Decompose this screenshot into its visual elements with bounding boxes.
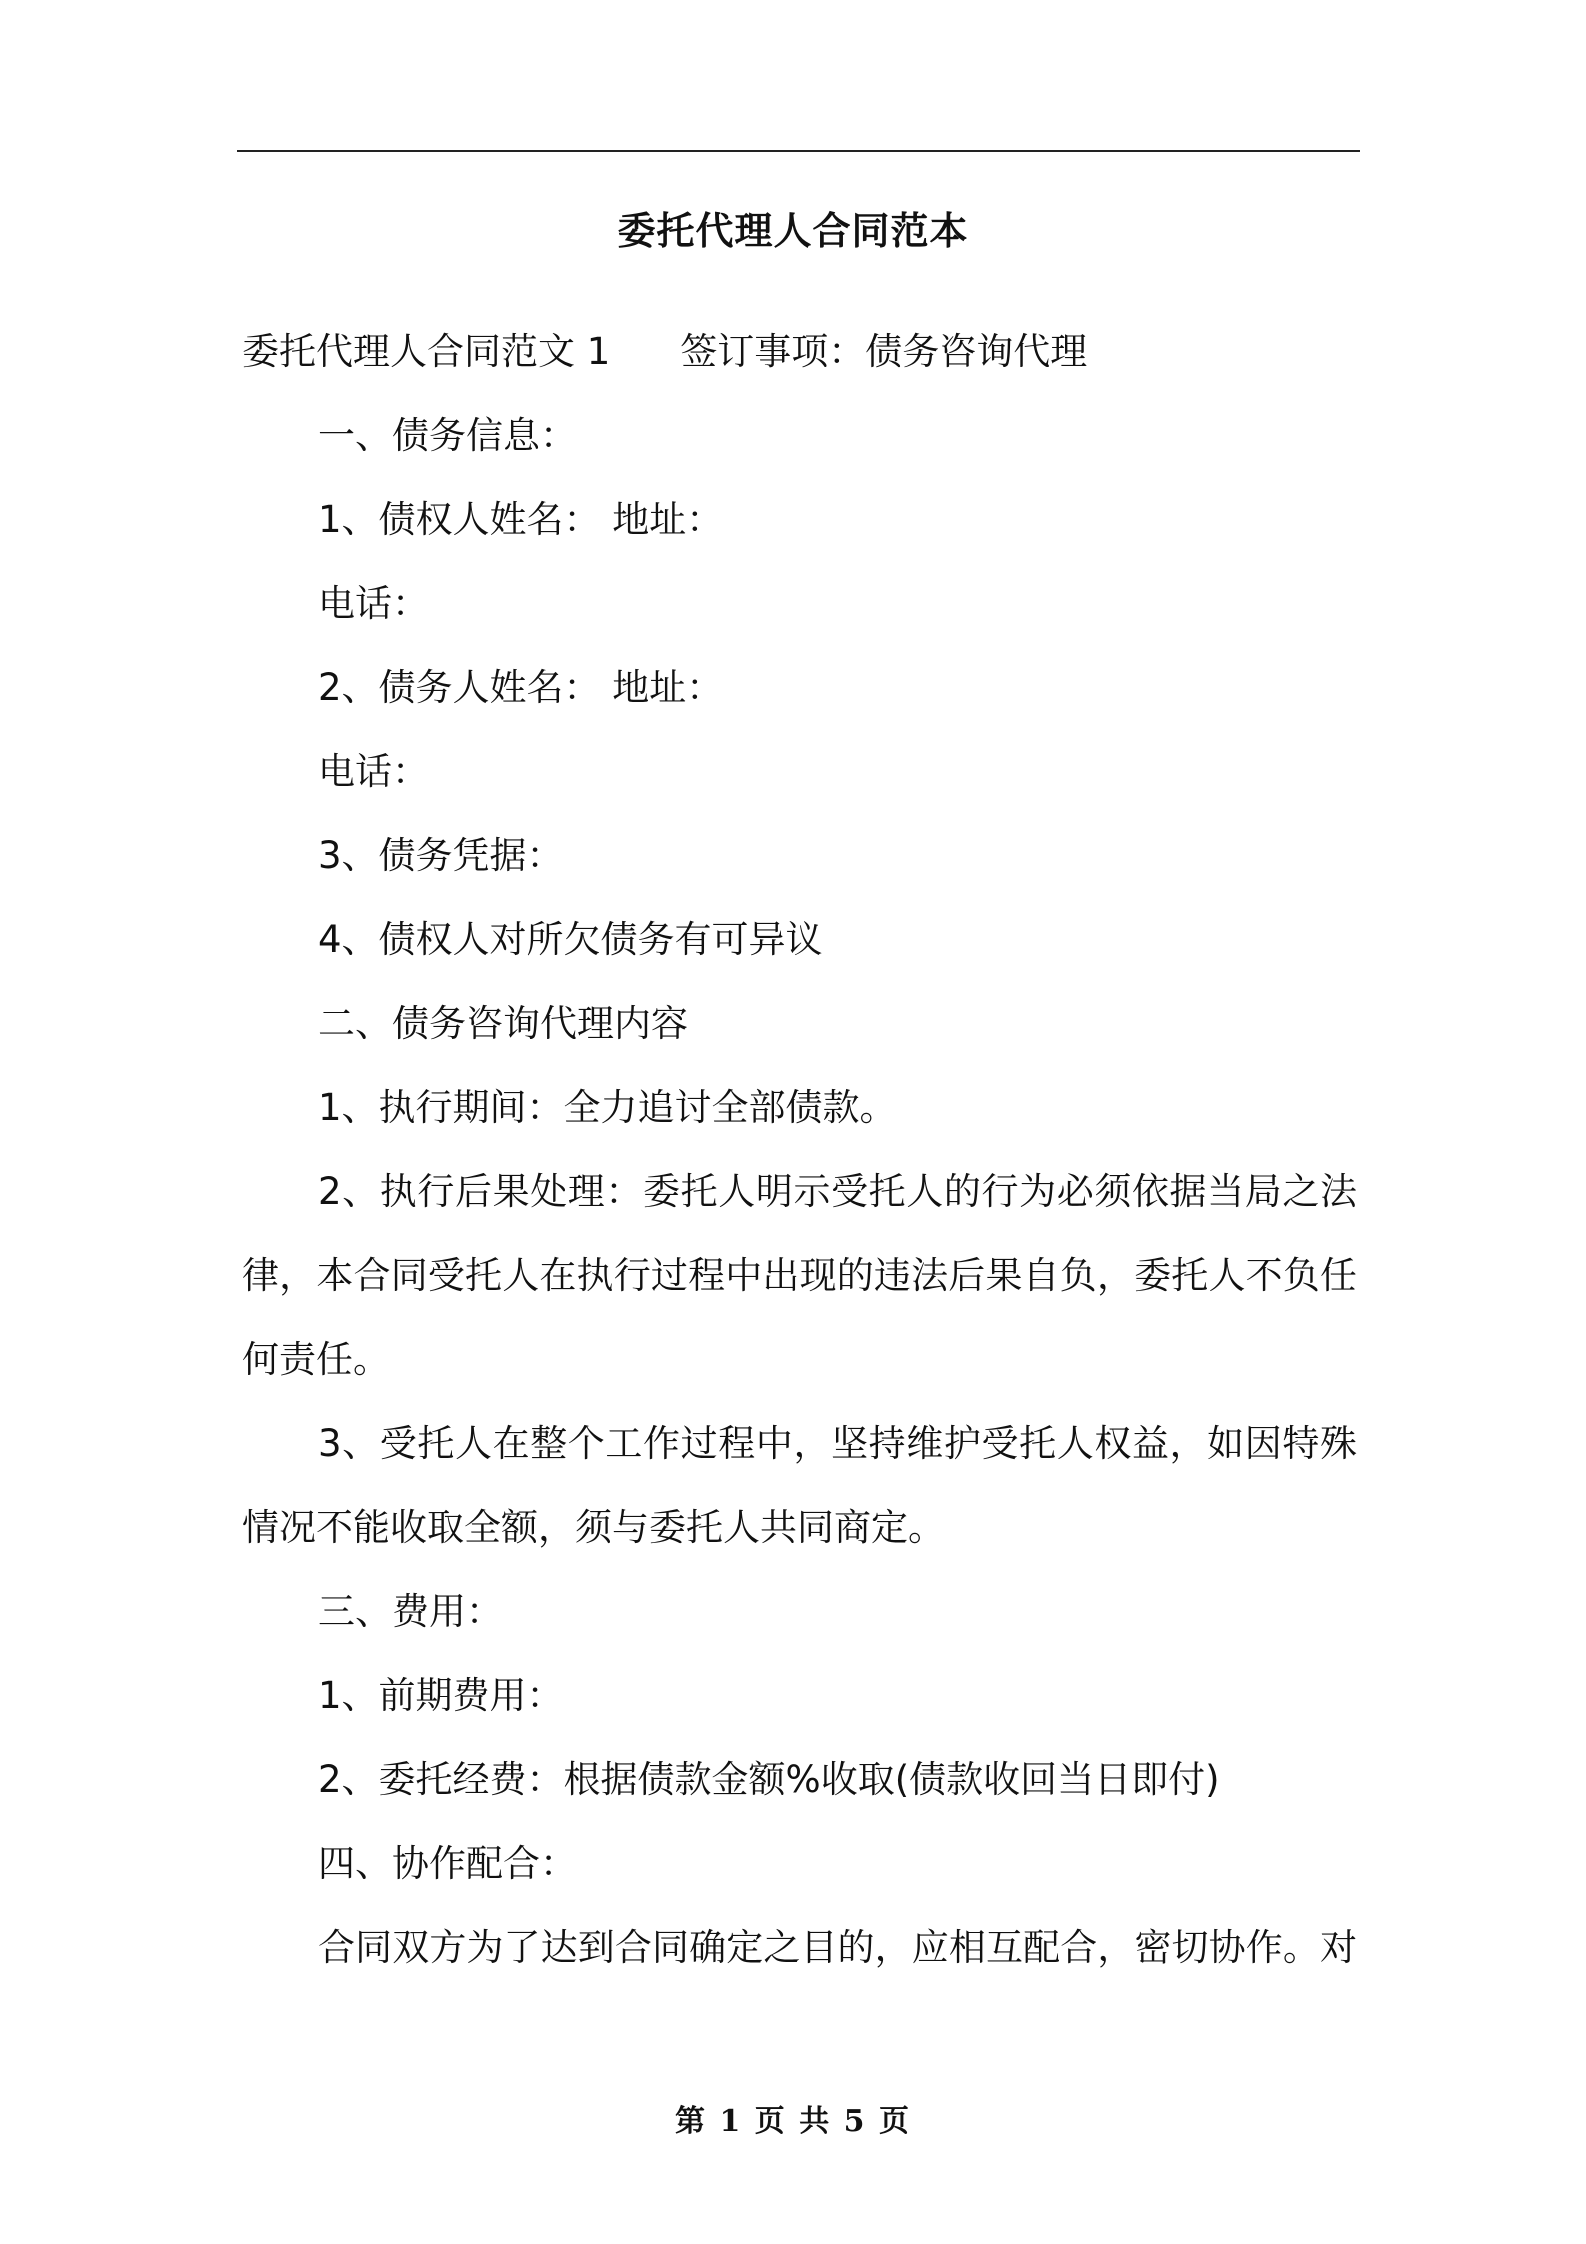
consequence-paragraph-line-3: 何责任。 <box>242 1338 390 1381</box>
commission-fee-line: 2、委托经费：根据债款金额%收取(债款收回当日即付) <box>318 1758 1220 1801</box>
intro-subject: 签订事项：债务咨询代理 <box>680 330 1088 373</box>
debtor-phone-line: 电话： <box>318 750 429 793</box>
intro-line <box>242 310 1357 394</box>
document-title: 委托代理人合同范本 <box>617 209 969 253</box>
creditor-objection-line: 4、债权人对所欠债务有可异议 <box>318 918 823 961</box>
document-body <box>242 310 1357 1990</box>
execution-period-line: 1、执行期间：全力追讨全部债款。 <box>318 1086 897 1129</box>
section-heading-cooperation: 四、协作配合： <box>318 1842 577 1885</box>
debtor-name-line: 2、债务人姓名： 地址： <box>318 666 724 709</box>
intro-title: 委托代理人合同范文 1 <box>242 330 611 373</box>
creditor-name-line: 1、债权人姓名： 地址： <box>318 498 724 541</box>
section-heading-fees: 三、费用： <box>318 1590 503 1633</box>
page-number-footer: 第 1 页 共 5 页 <box>675 2104 911 2139</box>
cooperation-paragraph-line-1: 合同双方为了达到合同确定之目的，应相互配合，密切协作。对 <box>318 1926 1357 1969</box>
creditor-phone-line: 电话： <box>318 582 429 625</box>
header-rule <box>237 150 1360 152</box>
consequence-paragraph-line-2: 律，本合同受托人在执行过程中出现的违法后果自负，委托人不负任 <box>242 1254 1357 1297</box>
consequence-paragraph-line-1: 2、执行后果处理：委托人明示受托人的行为必须依据当局之法 <box>318 1170 1357 1213</box>
section-heading-debt-info: 一、债务信息： <box>318 414 577 457</box>
section-heading-agency-content: 二、债务咨询代理内容 <box>318 1002 688 1045</box>
upfront-fee-line: 1、前期费用： <box>318 1674 564 1717</box>
debt-evidence-line: 3、债务凭据： <box>318 834 564 877</box>
rights-paragraph-line-1: 3、受托人在整个工作过程中，坚持维护受托人权益，如因特殊 <box>318 1422 1357 1465</box>
rights-paragraph-line-2: 情况不能收取全额，须与委托人共同商定。 <box>242 1506 945 1549</box>
